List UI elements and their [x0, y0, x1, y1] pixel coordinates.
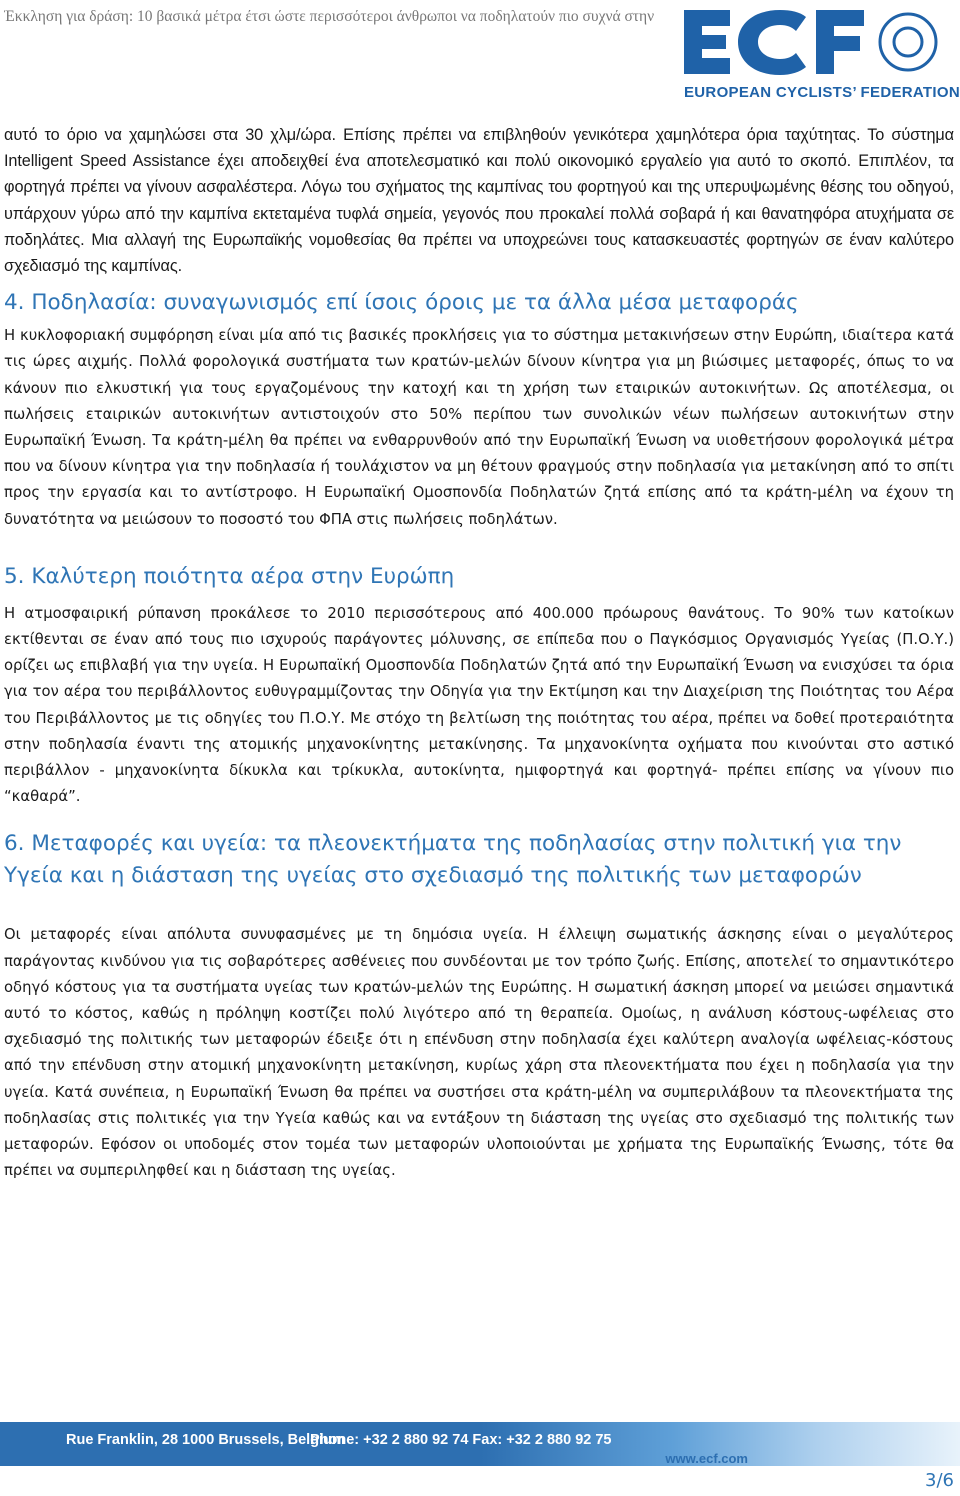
document-body: [4, 122, 954, 1185]
footer-website: www.ecf.com: [665, 1451, 748, 1466]
footer-phone: Phone: +32 2 880 92 74 Fax: +32 2 880 92 75: [310, 1432, 612, 1448]
logo-caption: EUROPEAN CYCLISTS’ FEDERATION: [684, 84, 960, 101]
section-heading-6: 6. Μεταφορές και υγεία: τα πλεονεκτήματα της ποδηλασίας στην πολιτική για την Υγεία και η διάσταση της υγείας στο σχεδιασμό της πολιτικής των μεταφορών: [4, 831, 902, 889]
section-heading-5: 5. Καλύτερη ποιότητα αέρα στην Ευρώπη: [4, 563, 455, 589]
section-heading-4: 4. Ποδηλασία: συναγωνισμός επί ίσοις όροις με τα άλλα μέσα μεταφοράς: [4, 290, 799, 316]
ecf-logo: [676, 4, 960, 102]
section-body-5: Η ατμοσφαιρική ρύπανση προκάλεσε το 2010 περισσότερους από 400.000 πρόωρους θανάτους. Το 90% των κατοίκων εκτίθενται σε έναν από τους πιο ισχυρούς παράγοντες μόλυνσης, σε επίπεδα που ο Παγκόσμιος Οργανισμός Υγείας (Π.Ο.Υ.) ορίζει ως επιβλαβή για την υγεία. Η Ευρωπαϊκή Ομοσπονδία Ποδηλατών ζητά από την Ευρωπαϊκή Ένωση να ενισχύσει τα όρια για τον αέρα του περιβάλλοντος ευθυγραμμίζοντας την Οδηγία για την Εκτίμηση και την Διαχείριση της Ποιότητας του Αέρα του Περιβάλλοντος με τις οδηγίες του Π.Ο.Υ. Με στόχο τη βελτίωση της ποιότητας του αέρα, πρέπει να δοθεί προτεραιότητα στην ποδηλασία έναντι της ατομικής μηχανοκίνητης μετακίνησης. Τα μηχανοκίνητα οχήματα που κινούνται στο αστικό περιβάλλον - μηχανοκίνητα δίκυκλα και τρίκυκλα, αυτοκίνητα, ημιφορτηγά και φορτηγά- πρέπει επίσης να γίνουν πιο “καθαρά”.: [4, 604, 954, 806]
document-running-title: Έκκληση για δράση: 10 βασικά μέτρα έτσι ώστε περισσότεροι άνθρωποι να ποδηλατούν πιο συχνά στην: [4, 8, 655, 25]
ecf-logo-mark: [676, 4, 960, 82]
footer-address: Rue Franklin, 28 1000 Brussels, Belgium: [66, 1432, 345, 1448]
intro-paragraph: αυτό το όριο να χαμηλώσει στα 30 χλμ/ώρα. Επίσης πρέπει να επιβληθούν γενικότερα χαμηλότερα όρια ταχύτητας. Το σύστημα Intelligent Speed Assistance έχει αποδειχθεί ένα αποτελεσματικό και πολύ οικονομικό εργαλείο για αυτό το σκοπό. Επιπλέον, τα φορτηγά πρέπει να γίνουν ασφαλέστερα. Λόγω του σχήματος της καμπίνας του φορτηγού και της υπερυψωμένης θέσης του οδηγού, υπάρχουν γύρω από την καμπίνα εκτεταμένα τυφλά σημεία, γεγονός που προκαλεί πολλά σοβαρά ή και θανατηφόρα ατυχήματα σε ποδηλάτες. Μια αλλαγή της Ευρωπαϊκής νομοθεσίας θα πρέπει να υποχρεώνει τους κατασκευαστές φορτηγών σε έναν καλύτερο σχεδιασμό της καμπίνας.: [4, 126, 954, 276]
page-number: 3/6: [925, 1470, 954, 1491]
page-header: [0, 0, 960, 105]
section-body-6: Οι μεταφορές είναι απόλυτα συνυφασμένες με τη δημόσια υγεία. Η έλλειψη σωματικής άσκησης είναι ο μεγαλύτερος παράγοντας κινδύνου για τις σοβαρότερες ασθένειες που συνδέονται με τον τρόπο ζωής. Επίσης, αποτελεί το σημαντικότερο οδηγό κόστους για τα συστήματα υγείας των κρατών-μελών της Ευρώπης. Η σωματική άσκηση μπορεί να μειώσει σημαντικά αυτό το κόστος, καθώς η πρόληψη κοστίζει πολύ λιγότερο από τη θεραπεία. Ομοίως, η ανάλυση κόστους-ωφέλειας στο σχεδιασμό της πολιτικής των μεταφορών έδειξε ότι η επένδυση στην ποδηλασία έχει καλύτερη αναλογία ωφέλειας-κόστους από την επένδυση στην ατομική μηχανοκίνητη μετακίνηση, κυρίως χάρη στα πλεονεκτήματα που έχει η ποδηλασία για την υγεία. Κατά συνέπεια, η Ευρωπαϊκή Ένωση θα πρέπει να συστήσει στα κράτη-μέλη να συμπεριλάβουν τα πλεονεκτήματα της ποδηλασίας στις πολιτικές για την Υγεία καθώς και να εντάξουν τη διάσταση της υγείας στο σχεδιασμό της πολιτικής των μεταφορών. Εφόσον οι υποδομές στον τομέα των μεταφορών υλοποιούνται με χρήματα της Ευρωπαϊκής Ένωσης, τότε θα πρέπει να συμπεριληφθεί και η διάσταση της υγείας.: [4, 926, 954, 1180]
section-body-4: Η κυκλοφοριακή συμφόρηση είναι μία από τις βασικές προκλήσεις για το σύστημα μετακινήσεων στην Ευρώπη, ιδιαίτερα κατά τις ώρες αιχμής. Πολλά φορολογικά συστήματα των κρατών-μελών δίνουν κίνητρα για μη βιώσιμες μεταφορές, όπως το να κάνουν πιο ελκυστική για τους εργαζομένους την κατοχή και τη χρήση των εταιρικών αυτοκινήτων. Ως αποτέλεσμα, οι πωλήσεις εταιρικών αυτοκινήτων αντιστοιχούν στο 50% περίπου των συνολικών νέων πωλήσεων αυτοκινήτων στην Ευρωπαϊκή Ένωση. Τα κράτη-μέλη θα πρέπει να ενθαρρυνθούν από την Ευρωπαϊκή Ένωση να υιοθετήσουν φορολογικά μέτρα που να δίνουν κίνητρα για την ποδηλασία ή τουλάχιστον να μη θέτουν φραγμούς στην ποδηλασία για μετακίνηση από το σπίτι προς την εργασία και το αντίστροφο. Η Ευρωπαϊκή Ομοσπονδία Ποδηλατών ζητά επίσης από τα κράτη-μέλη να έχουν τη δυνατότητα να μειώσουν το ποσοστό του ΦΠΑ στις πωλήσεις ποδηλάτων.: [4, 327, 954, 528]
